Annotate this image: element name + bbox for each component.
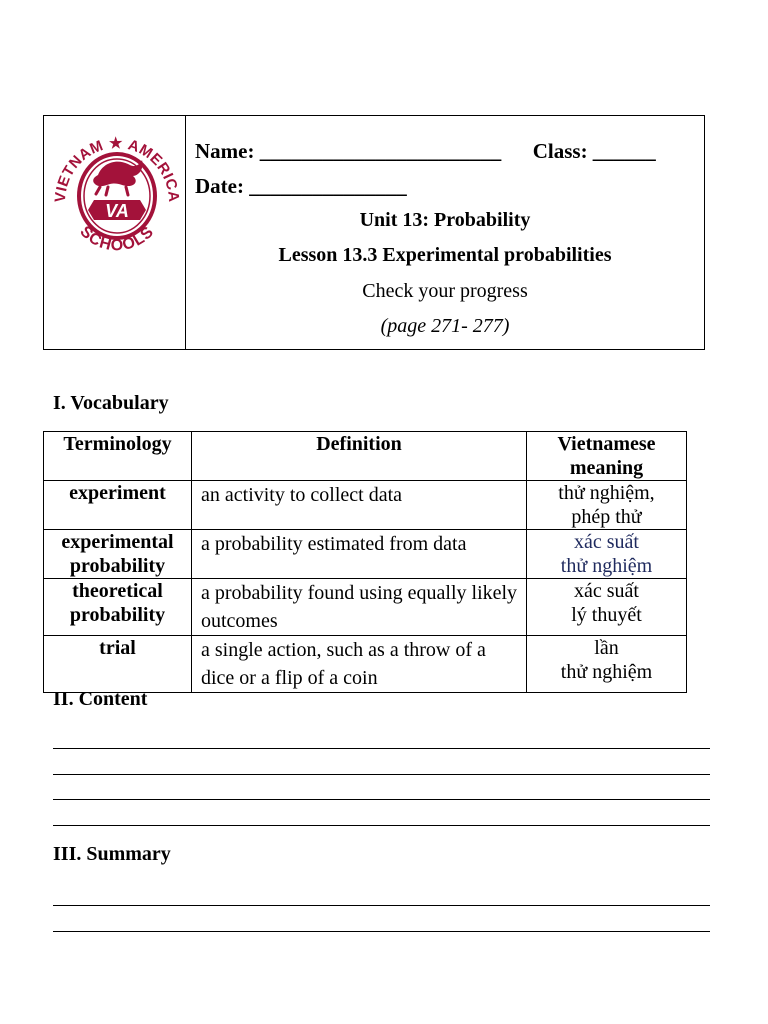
content-writing-line [53,748,710,749]
column-header-vietnamese: Vietnamese meaning [527,432,687,481]
term-cell: experiment [44,481,192,530]
term-cell: trial [44,636,192,693]
table-row [44,481,687,530]
name-class-line: Name: _______________________ Class: ______ [195,139,656,163]
svg-text:VIETNAM ★ AMERICA: VIETNAM ★ AMERICA [51,134,182,203]
svg-text:VA: VA [105,201,129,221]
column-header-definition: Definition [192,432,527,481]
date-line: Date: _______________ [195,174,407,198]
vocabulary-table [43,431,687,693]
page-range: (page 271- 277) [380,315,510,337]
summary-writing-line [53,931,710,932]
definition-cell: a single action, such as a throw of a dice or a flip of a coin [192,636,527,693]
school-logo [48,120,182,260]
logo-cell [44,116,186,349]
content-writing-line [53,825,710,826]
lesson-title: Lesson 13.3 Experimental probabilities [278,244,612,266]
subtitle: Check your progress [362,280,528,302]
summary-heading: III. Summary [53,843,171,865]
unit-title: Unit 13: Probability [359,209,531,231]
header-box [43,115,705,350]
vietnamese-cell: thử nghiệm, phép thử [527,481,687,530]
vietnamese-cell: xác suất thử nghiệm [527,530,687,579]
term-cell: theoretical probability [44,579,192,636]
definition-cell: a probability estimated from data [192,530,527,579]
svg-text:SCHOOLS: SCHOOLS [76,223,158,255]
table-row [44,579,687,636]
content-writing-line [53,799,710,800]
content-heading: II. Content [53,688,148,710]
vocabulary-heading: I. Vocabulary [53,392,169,414]
content-writing-line [53,774,710,775]
vietnamese-cell: xác suất lý thuyết [527,579,687,636]
table-row [44,530,687,579]
term-cell: experimental probability [44,530,192,579]
definition-cell: an activity to collect data [192,481,527,530]
vietnamese-cell: lần thử nghiệm [527,636,687,693]
table-row [44,636,687,693]
column-header-terminology: Terminology [44,432,192,481]
table-header-row [44,432,687,481]
definition-cell: a probability found using equally likely outcomes [192,579,527,636]
summary-writing-line [53,905,710,906]
